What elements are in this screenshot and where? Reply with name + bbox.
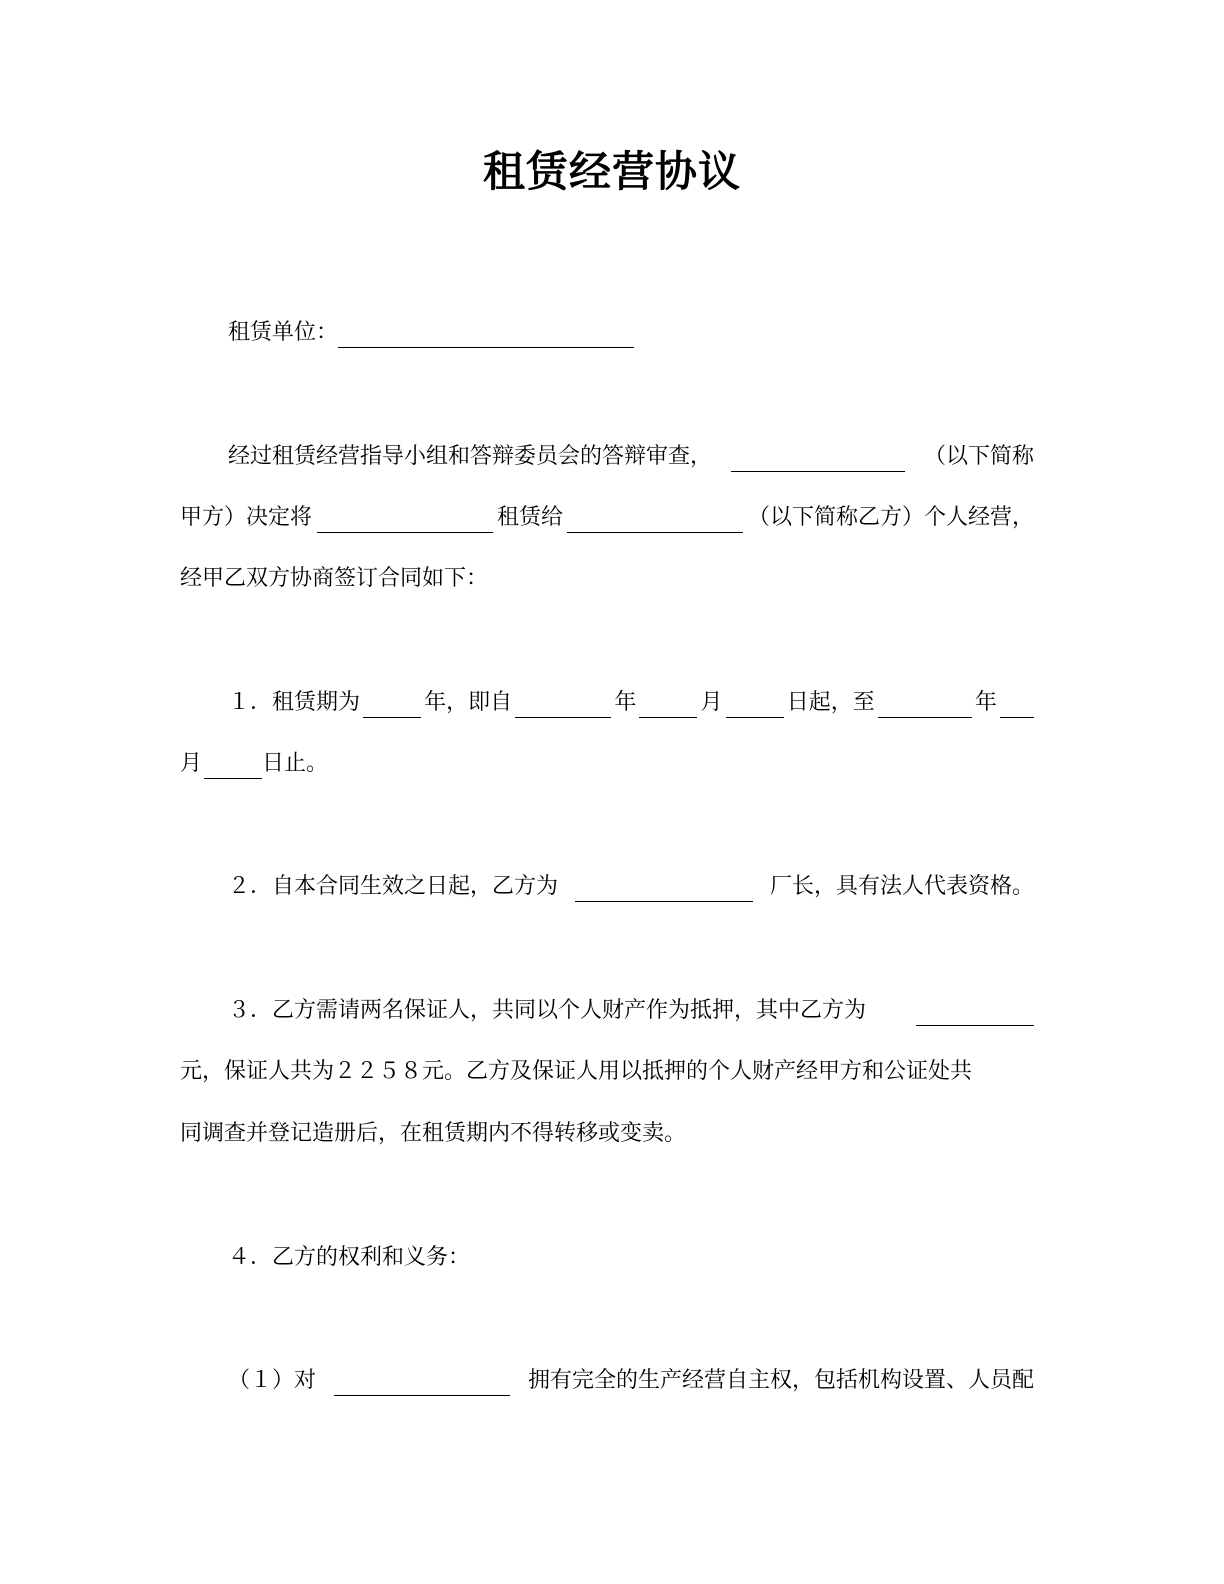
clause-1-text-d: 月 <box>700 690 723 715</box>
intro-text-1a: 经过租赁经营指导小组和答辩委员会的答辩审查， <box>228 444 713 469</box>
clause-1-text-f: 年 <box>974 690 997 715</box>
intro-line-1 <box>228 442 1034 472</box>
unit-label: 租赁单位： <box>228 320 339 345</box>
party-b-blank[interactable] <box>567 508 743 533</box>
start-month-blank[interactable] <box>639 693 697 718</box>
start-year-blank[interactable] <box>515 693 611 718</box>
document-title: 租赁经营协议 <box>482 147 741 196</box>
intro-line-3: 经甲乙双方协商签订合同如下： <box>180 566 489 591</box>
clause-1-text-e: 日起，至 <box>786 690 875 715</box>
intro-text-2c: （以下简称乙方）个人经营， <box>747 505 1034 530</box>
clause-4-item-1-b: 拥有完全的生产经营自主权，包括机构设置、人员配 <box>527 1368 1034 1393</box>
end-year-blank[interactable] <box>878 693 972 718</box>
clause-1-line-1 <box>228 688 1034 718</box>
clause-4-item-1 <box>228 1366 1034 1396</box>
party-a-blank[interactable] <box>731 447 905 472</box>
intro-line-2 <box>180 503 1034 533</box>
clause-2-text-b: 厂长，具有法人代表资格。 <box>769 874 1034 899</box>
intro-text-1b: （以下简称 <box>923 444 1034 469</box>
lease-years-blank[interactable] <box>363 693 421 718</box>
deposit-amount-blank[interactable] <box>916 1001 1034 1026</box>
clause-4-heading: ４．乙方的权利和义务： <box>228 1245 471 1270</box>
intro-text-2b: 租赁给 <box>496 505 563 530</box>
unit-line <box>228 318 634 348</box>
clause-3-line-2: 元，保证人共为２２５８元。乙方及保证人用以抵押的个人财产经甲方和公证处共 <box>180 1059 973 1084</box>
clause-3-line-1 <box>228 996 1034 1026</box>
clause-1-text-c: 年 <box>614 690 637 715</box>
clause-3-text-a: ３．乙方需请两名保证人，共同以个人财产作为抵押，其中乙方为 <box>228 998 867 1023</box>
intro-text-2a: 甲方）决定将 <box>180 505 313 530</box>
clause-2-line <box>228 872 1034 902</box>
clause-3-line-3: 同调查并登记造册后，在租赁期内不得转移或变卖。 <box>180 1121 687 1146</box>
lease-object-blank[interactable] <box>317 508 493 533</box>
clause-1-text-g: 月 <box>180 751 203 776</box>
start-day-blank[interactable] <box>726 693 784 718</box>
clause-1-line-2 <box>180 749 328 779</box>
end-month-blank-partial[interactable] <box>1000 693 1034 718</box>
clause-4-item-1-a: （１）对 <box>228 1368 317 1393</box>
enterprise-blank[interactable] <box>334 1371 510 1396</box>
clause-1-text-h: 日止。 <box>262 751 329 776</box>
end-day-blank[interactable] <box>204 754 262 779</box>
clause-1-text-b: 年，即自 <box>424 690 513 715</box>
clause-1-text-a: １．租赁期为 <box>228 690 361 715</box>
factory-blank[interactable] <box>575 877 753 902</box>
clause-2-text-a: ２．自本合同生效之日起，乙方为 <box>228 874 559 899</box>
unit-blank[interactable] <box>338 323 634 348</box>
